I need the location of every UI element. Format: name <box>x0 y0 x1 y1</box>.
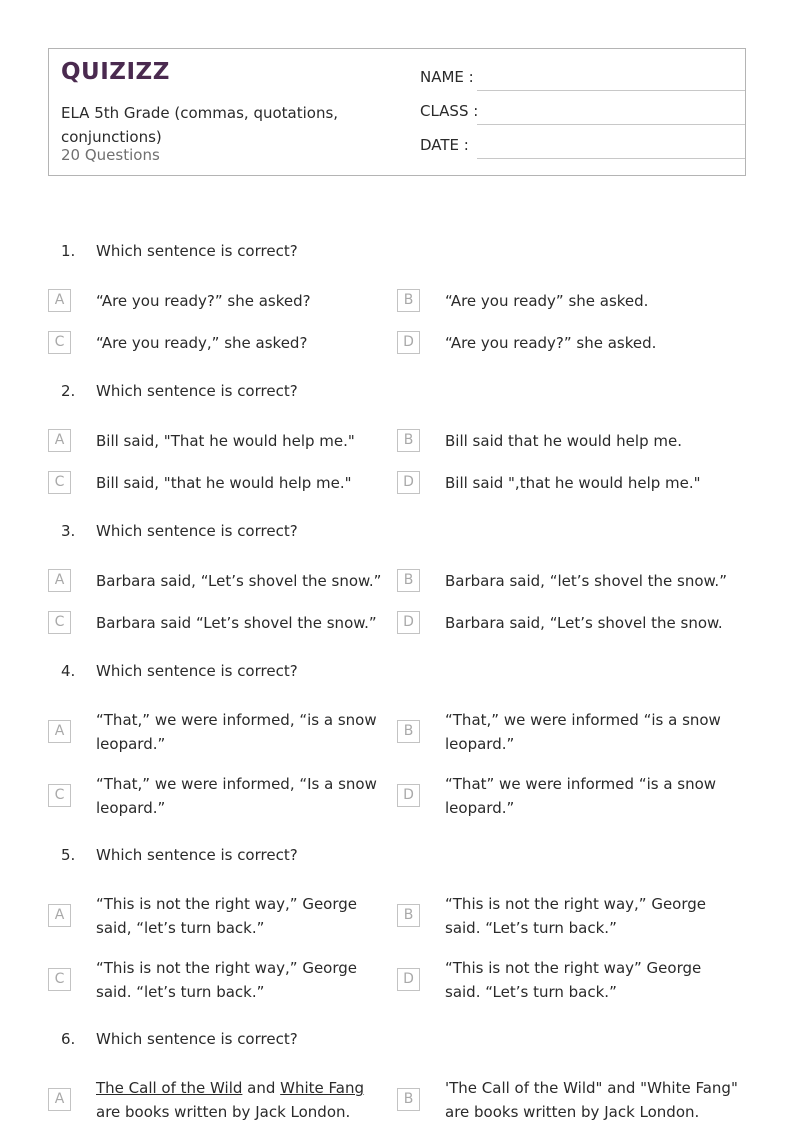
option-a-text: Bill said, "That he would help me." <box>96 432 355 450</box>
option-b-box[interactable]: B <box>397 904 420 927</box>
option-a-text: “Are you ready?” she asked? <box>96 292 311 310</box>
option-c-text: “That,” we were informed, “Is a snow leopard.” <box>96 775 377 817</box>
option-b-box[interactable]: B <box>397 289 420 312</box>
option-b-box[interactable]: B <box>397 429 420 452</box>
question-text: Which sentence is correct? <box>96 522 298 540</box>
option-d-text: “Are you ready?” she asked. <box>445 334 657 352</box>
option-a-text: “That,” we were informed, “is a snow leopard.” <box>96 711 377 753</box>
question-text: Which sentence is correct? <box>96 662 298 680</box>
option-c-text: Barbara said “Let’s shovel the snow.” <box>96 614 377 632</box>
option-a-box[interactable]: A <box>48 720 71 743</box>
option-b-text: “Are you ready” she asked. <box>445 292 649 310</box>
option-a-box[interactable]: A <box>48 429 71 452</box>
conjunction-text: and <box>242 1079 281 1097</box>
class-label: CLASS : <box>420 102 479 120</box>
option-d-box[interactable]: D <box>397 784 420 807</box>
name-line <box>477 90 745 91</box>
option-a-box[interactable]: A <box>48 904 71 927</box>
option-a-box[interactable]: A <box>48 569 71 592</box>
option-c-box[interactable]: C <box>48 611 71 634</box>
option-c-box[interactable]: C <box>48 471 71 494</box>
option-a-text: “This is not the right way,” George said, “let’s turn back.” <box>96 895 357 937</box>
worksheet-header <box>48 48 746 176</box>
option-d-box[interactable]: D <box>397 331 420 354</box>
option-d-text: “That” we were informed “is a snow leopard.” <box>445 775 717 817</box>
question-number: 5. <box>61 846 76 864</box>
option-d-box[interactable]: D <box>397 968 420 991</box>
date-line <box>477 158 745 159</box>
option-b-box[interactable]: B <box>397 1088 420 1111</box>
question-text: Which sentence is correct? <box>96 846 298 864</box>
worksheet-title: ELA 5th Grade (commas, quotations, conjunctions) <box>61 104 339 146</box>
option-d-box[interactable]: D <box>397 611 420 634</box>
option-b-text: “That,” we were informed “is a snow leopard.” <box>445 711 721 753</box>
question-number: 6. <box>61 1030 76 1048</box>
book-title-white-fang: White Fang <box>280 1079 365 1097</box>
quizizz-logo: QUIZIZZ <box>61 59 170 85</box>
option-b-box[interactable]: B <box>397 720 420 743</box>
class-line <box>477 124 745 125</box>
option-c-box[interactable]: C <box>48 784 71 807</box>
question-number: 3. <box>61 522 76 540</box>
name-label: NAME : <box>420 68 474 86</box>
option-a-box[interactable]: A <box>48 289 71 312</box>
date-field[interactable] <box>420 136 740 160</box>
option-a-text: Barbara said, “Let’s shovel the snow.” <box>96 572 382 590</box>
option-d-box[interactable]: D <box>397 471 420 494</box>
option-a-text <box>96 1076 391 1123</box>
option-b-text: 'The Call of the Wild" and "White Fang" are books written by Jack London. <box>445 1079 738 1121</box>
option-c-text: Bill said, "that he would help me." <box>96 474 352 492</box>
option-a-rest: are books written by Jack London. <box>96 1103 351 1121</box>
option-d-text: “This is not the right way” George said. “Let’s turn back.” <box>445 959 702 1001</box>
option-b-text: “This is not the right way,” George said. “Let’s turn back.” <box>445 895 706 937</box>
option-d-text: Bill said ",that he would help me." <box>445 474 701 492</box>
class-field[interactable] <box>420 102 740 126</box>
question-text: Which sentence is correct? <box>96 1030 298 1048</box>
option-a-box[interactable]: A <box>48 1088 71 1111</box>
name-field[interactable] <box>420 68 740 92</box>
question-count: 20 Questions <box>61 146 160 164</box>
question-number: 4. <box>61 662 76 680</box>
question-text: Which sentence is correct? <box>96 242 298 260</box>
option-b-box[interactable]: B <box>397 569 420 592</box>
option-c-box[interactable]: C <box>48 331 71 354</box>
option-b-text: Bill said that he would help me. <box>445 432 682 450</box>
option-d-text: Barbara said, “Let’s shovel the snow. <box>445 614 723 632</box>
option-c-text: “Are you ready,” she asked? <box>96 334 308 352</box>
question-text: Which sentence is correct? <box>96 382 298 400</box>
date-label: DATE : <box>420 136 469 154</box>
question-number: 1. <box>61 242 76 260</box>
book-title-call-of-the-wild: The Call of the Wild <box>96 1079 243 1097</box>
option-c-text: “This is not the right way,” George said. “let’s turn back.” <box>96 959 357 1001</box>
question-number: 2. <box>61 382 76 400</box>
option-b-text: Barbara said, “let’s shovel the snow.” <box>445 572 727 590</box>
option-c-box[interactable]: C <box>48 968 71 991</box>
